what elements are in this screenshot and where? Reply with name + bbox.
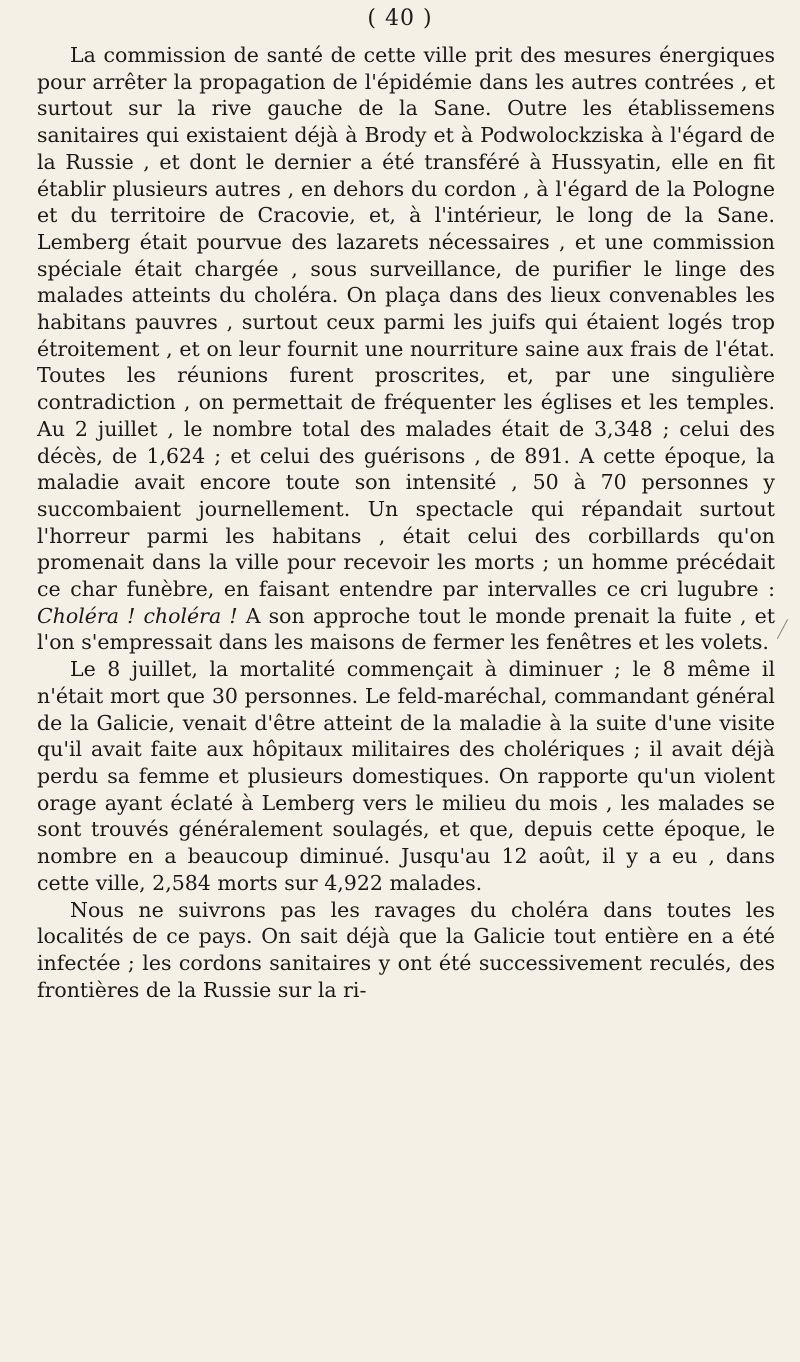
- margin-pen-mark: [777, 619, 788, 639]
- paragraph-3-text: Nous ne suivrons pas les ravages du choléra dans toutes les localités de ce pays. On sait déjà que la Galicie tout entière en a été infectée ; les cordons sanitaires y ont été successivement reculés, des frontières de la Russie sur la ri-: [37, 897, 775, 1002]
- page-number: ( 40 ): [367, 6, 433, 31]
- paragraph-1-text-b: A son approche tout le monde prenait la fuite , et l'on s'empressait dans les maisons de fermer les fenêtres et les volets.: [37, 603, 776, 655]
- paragraph-1-text-a: La commission de santé de cette ville prit des mesures énergiques pour arrêter la propagation de l'épidémie dans les autres contrées , et surtout sur la rive gauche de la Sane. Outre les établissemens sanitaires qui existaient déjà à Brody et à Podwolockziska à l'égard de la Russie , et dont le dernier a été transféré à Hussyatin, elle en fit établir plusieurs autres , en dehors du cordon , à l'égard de la Pologne et du territoire de Cracovie, et, à l'intérieur, le long de la Sane. Lemberg était pourvue des lazarets nécessaires , et une commission spéciale était chargée , sous surveillance, de purifier le linge des malades atteints du choléra. On plaça dans des lieux convenables les habitans pauvres , surtout ceux parmi les juifs qui étaient logés trop étroitement , et on leur fournit une nourriture saine aux frais de l'état. Toutes les réunions furent proscrites, et, par une singulière contradiction , on permettait de fréquenter les églises et les temples. Au 2 juillet , le nombre total des malades était de 3,348 ; celui des décès, de 1,624 ; et celui des guérisons , de 891. A cette époque, la maladie avait encore toute son intensité , 50 à 70 personnes y succombaient journellement. Un spectacle qui répandait surtout l'horreur parmi les habitans , était celui des corbillards qu'on promenait dans la ville pour recevoir les morts ; un homme précédait ce char funèbre, en faisant entendre par intervalles ce cri lugubre :: [37, 43, 775, 602]
- paragraph-2-text: Le 8 juillet, la mortalité commençait à diminuer ; le 8 même il n'était mort que 30 personnes. Le feld-maréchal, commandant général de la Galicie, venait d'être atteint de la maladie à la suite d'une visite qu'il avait faite aux hôpitaux militaires des cholériques ; il avait déjà perdu sa femme et plusieurs domestiques. On rapporte qu'un violent orage ayant éclaté à Lemberg vers le milieu du mois , les malades se sont trouvés généralement soulagés, et que, depuis cette époque, le nombre en a beaucoup diminué. Jusqu'au 12 août, il y a eu , dans cette ville, 2,584 morts sur 4,922 malades.: [37, 657, 775, 895]
- paragraph-2: [37, 656, 775, 896]
- paragraph-1-italic-cry: Choléra ! choléra !: [37, 603, 238, 628]
- paragraph-1: [37, 42, 775, 656]
- paragraph-3: [37, 897, 775, 1004]
- body-text: [37, 42, 775, 1003]
